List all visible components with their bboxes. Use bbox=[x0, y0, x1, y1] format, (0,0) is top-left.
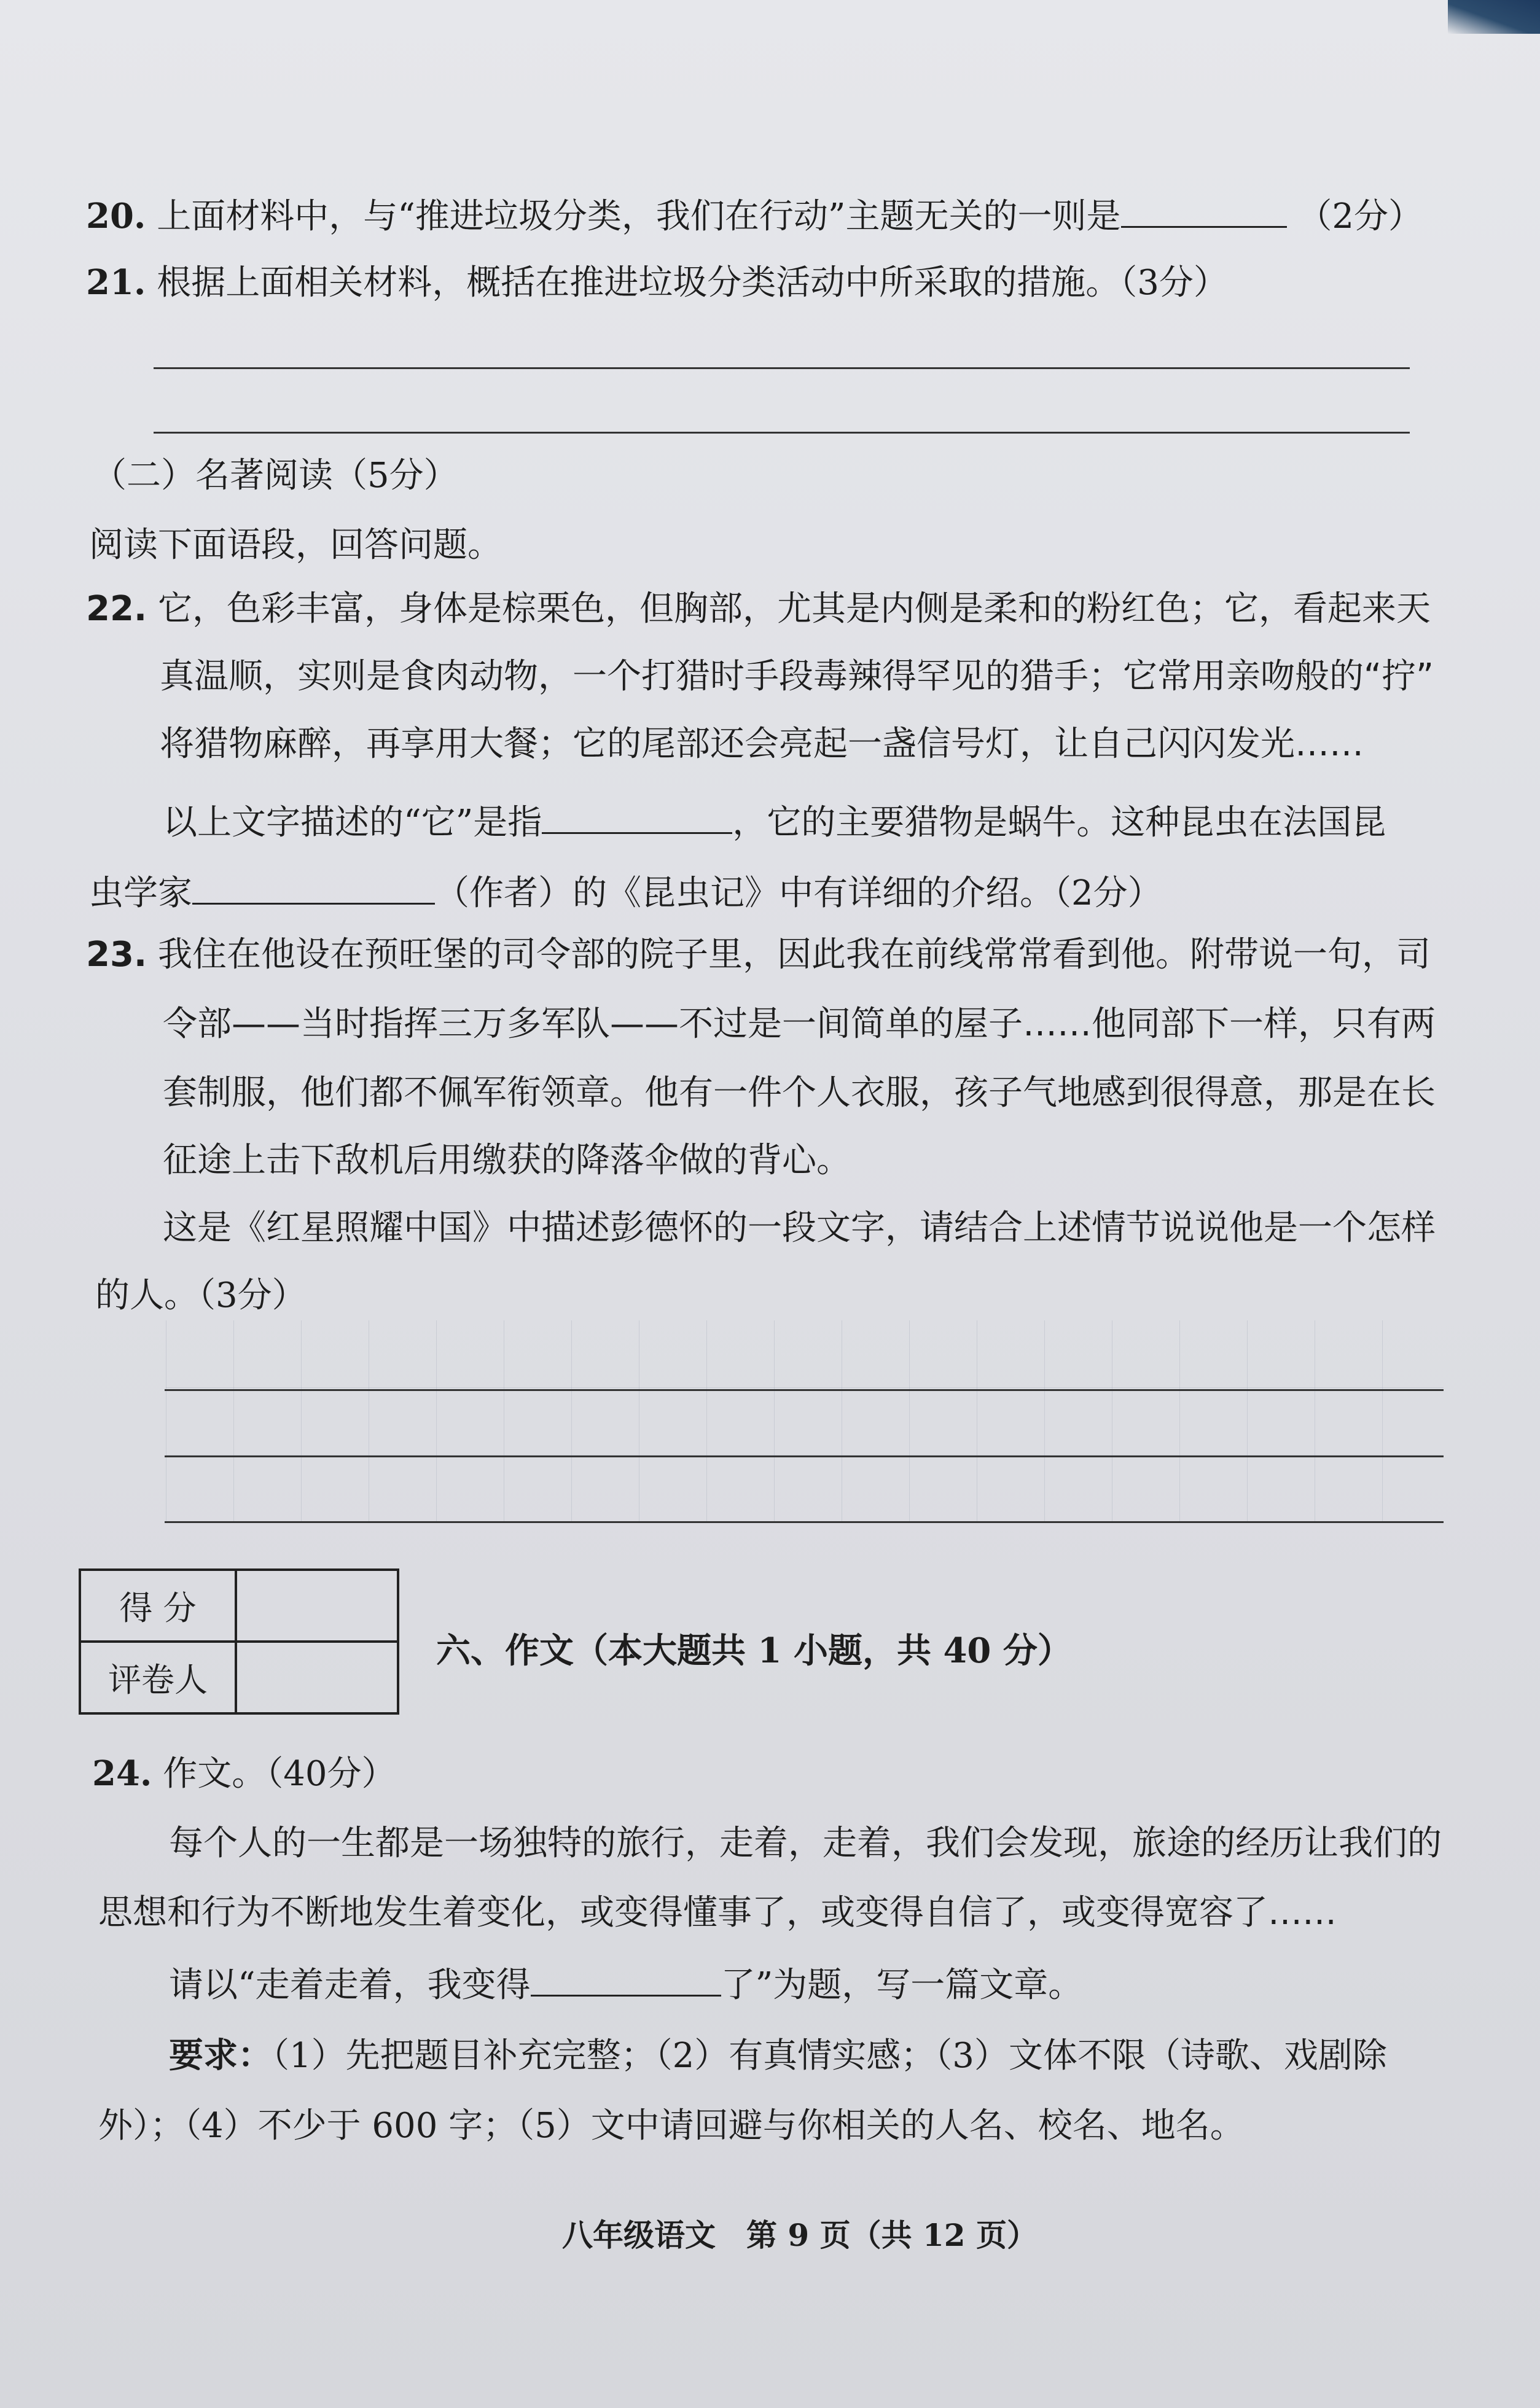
question-24 bbox=[92, 1749, 396, 1799]
q22-ask-c: 虫学家 bbox=[89, 873, 192, 913]
q23-answer-line[interactable] bbox=[165, 1389, 1444, 1391]
section-2-intro: 阅读下面语段，回答问题。 bbox=[89, 525, 502, 565]
q23-number: 23. bbox=[86, 935, 147, 975]
grader-cell[interactable] bbox=[236, 1642, 398, 1713]
section-2-title: （二）名著阅读（5分） bbox=[92, 456, 458, 496]
q24-req-a: （1）先把题目补充完整；（2）有真情实感；（3）文体不限（诗歌、戏剧除 bbox=[272, 2036, 1387, 2076]
q23-line-4: 征途上击下敌机后用缴获的降落伞做的背心。 bbox=[163, 1140, 851, 1180]
q22-line-1: 它，色彩丰富，身体是棕栗色，但胸部，尤其是内侧是柔和的粉红色；它，看起来天 bbox=[158, 589, 1431, 629]
q24-title-instruction bbox=[169, 1959, 1082, 2010]
q23-line-3: 套制服，他们都不佩军衔领章。他有一件个人衣服，孩子气地感到很得意，那是在长 bbox=[163, 1073, 1436, 1113]
q24-requirements-line-2: 外）；（4）不少于 600 字；（5）文中请回避与你相关的人名、校名、地名。 bbox=[98, 2106, 1245, 2146]
q20-score: （2分） bbox=[1297, 197, 1423, 236]
q23-line-1: 我住在他设在预旺堡的司令部的院子里，因此我在前线常常看到他。附带说一句，司 bbox=[158, 935, 1431, 975]
q24-number: 24. bbox=[92, 1753, 152, 1794]
q23-ask-b: 的人。（3分） bbox=[95, 1276, 307, 1315]
question-21 bbox=[86, 258, 1228, 308]
q22-insect-blank[interactable] bbox=[542, 797, 732, 834]
q20-text: 上面材料中，与“推进垃圾分类，我们在行动”主题无关的一则是 bbox=[157, 197, 1121, 236]
q22-question-line-1 bbox=[163, 797, 1386, 847]
q22-ask-b: ，它的主要猎物是蜗牛。这种昆虫在法国昆 bbox=[732, 803, 1386, 843]
q22-passage-line bbox=[86, 585, 1431, 634]
score-box bbox=[79, 1568, 399, 1715]
q21-text: 根据上面相关材料，概括在推进垃圾分类活动中所采取的措施。（3分） bbox=[157, 263, 1228, 303]
q23-ask-a: 这是《红星照耀中国》中描述彭德怀的一段文字，请结合上述情节说说他是一个怎样 bbox=[163, 1208, 1436, 1248]
grader-label: 评卷人 bbox=[80, 1642, 236, 1713]
q24-prompt-line-1: 每个人的一生都是一场独特的旅行，走着，走着，我们会发现，旅途的经历让我们的 bbox=[169, 1823, 1442, 1863]
q21-answer-line[interactable] bbox=[154, 432, 1410, 434]
q23-answer-line[interactable] bbox=[165, 1521, 1444, 1523]
section-6-title: 六、作文（本大题共 1 小题，共 40 分） bbox=[436, 1631, 1072, 1671]
q20-answer-blank[interactable] bbox=[1121, 190, 1287, 228]
score-cell[interactable] bbox=[236, 1570, 398, 1642]
q24-title-blank[interactable] bbox=[531, 1959, 721, 1997]
q22-line-2: 真温顺，实则是食肉动物，一个打猎时手段毒辣得罕见的猎手；它常用亲吻般的“拧” bbox=[160, 657, 1434, 696]
background-fabric bbox=[1448, 0, 1540, 34]
q22-number: 22. bbox=[86, 589, 147, 629]
q24-title-b: 了”为题，写一篇文章。 bbox=[721, 1965, 1083, 2005]
q24-req-label: 要求： bbox=[169, 2035, 272, 2076]
q24-head: 作文。（40分） bbox=[163, 1754, 396, 1794]
q23-passage-line bbox=[86, 930, 1431, 980]
q21-answer-line[interactable] bbox=[154, 367, 1410, 369]
q24-requirements-line-1 bbox=[169, 2031, 1387, 2081]
q24-title-a: 请以“走着走着，我变得 bbox=[169, 1965, 531, 2005]
question-20 bbox=[86, 190, 1423, 241]
q23-line-2: 令部——当时指挥三万多军队——不过是一间简单的屋子……他同部下一样，只有两 bbox=[163, 1004, 1436, 1044]
q22-question-line-2 bbox=[89, 867, 1162, 918]
q24-prompt-line-2: 思想和行为不断地发生着变化，或变得懂事了，或变得自信了，或变得宽容了…… bbox=[98, 1893, 1337, 1933]
q22-ask-a: 以上文字描述的“它”是指 bbox=[163, 803, 542, 843]
q23-answer-line[interactable] bbox=[165, 1455, 1444, 1457]
q20-number: 20. bbox=[86, 196, 146, 236]
q22-line-3: 将猎物麻醉，再享用大餐；它的尾部还会亮起一盏信号灯，让自己闪闪发光…… bbox=[160, 724, 1364, 764]
score-label: 得 分 bbox=[80, 1570, 236, 1642]
page-footer: 八年级语文 第 9 页（共 12 页） bbox=[562, 2217, 1038, 2253]
q21-number: 21. bbox=[86, 262, 146, 303]
answer-grid-paper bbox=[166, 1320, 1444, 1523]
q22-ask-d: （作者）的《昆虫记》中有详细的介绍。（2分） bbox=[435, 873, 1162, 913]
q22-author-blank[interactable] bbox=[192, 867, 435, 905]
